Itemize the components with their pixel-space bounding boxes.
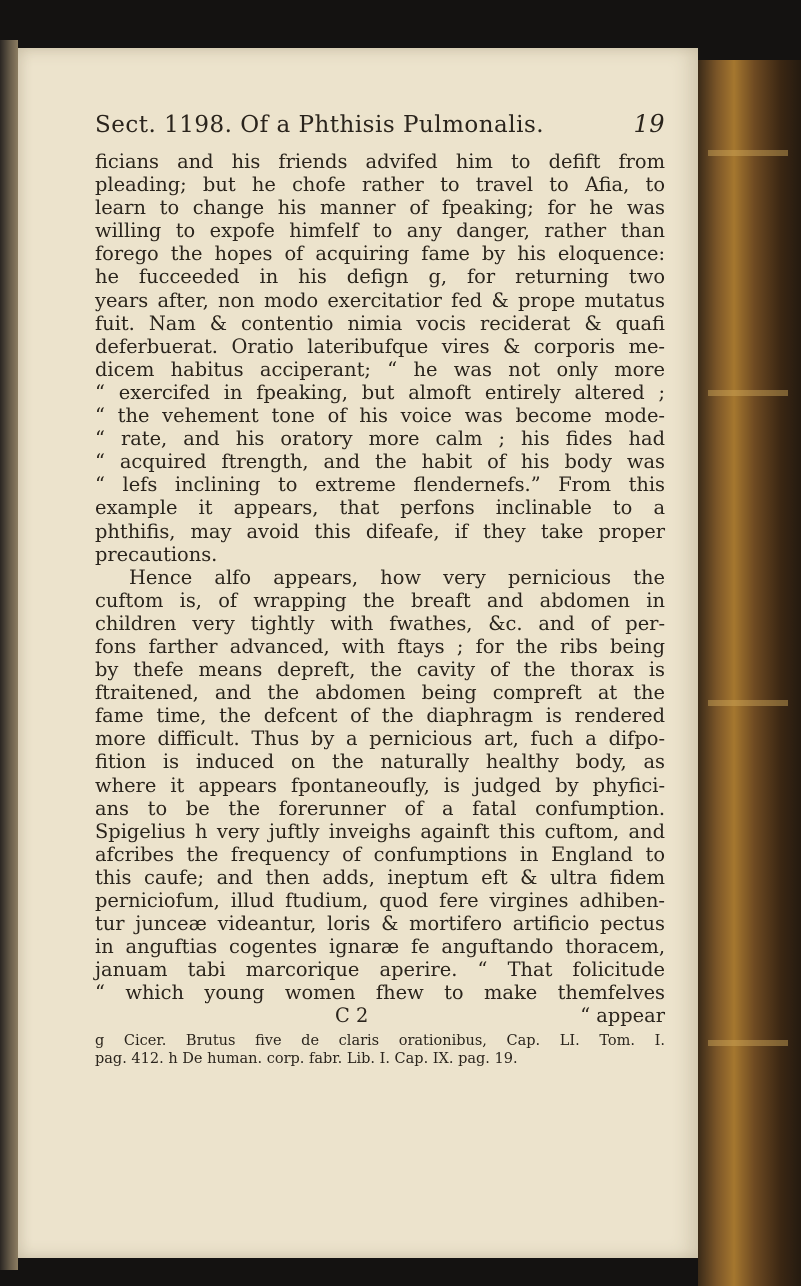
- text-line: dicem habitus acciperant; “ he was not only more: [95, 357, 665, 381]
- text-line: fons farther advanced, with ftays ; for the ribs being: [95, 634, 665, 658]
- text-line: cuftom is, of wrapping the breaft and abdomen in: [95, 588, 665, 612]
- running-header: [95, 110, 665, 150]
- body-text: [95, 150, 665, 1004]
- text-line: deferbuerat. Oratio lateribufque vires & corporis me-: [95, 334, 665, 358]
- signature-mark: C 2: [335, 1004, 369, 1028]
- book-spine: [698, 60, 801, 1286]
- catchword: “ appear: [580, 1004, 665, 1028]
- page-number: 19: [633, 110, 665, 138]
- text-line: Spigelius h very juftly inveighs againft this cuftom, and: [95, 819, 665, 843]
- text-line: tur junceæ videantur, loris & mortifero artificio pectus: [95, 912, 665, 936]
- spine-band: [708, 390, 788, 396]
- text-line: by thefe means depreft, the cavity of the thorax is: [95, 658, 665, 682]
- text-line: “ rate, and his oratory more calm ; his fides had: [95, 427, 665, 451]
- text-line: ficians and his friends advifed him to defift from: [95, 150, 665, 173]
- page-text: [95, 110, 665, 1068]
- text-line: he fucceeded in his defign g, for returning two: [95, 265, 665, 289]
- text-line: precautions.: [95, 542, 218, 566]
- text-line: example it appears, that perfons inclinable to a: [95, 496, 665, 520]
- text-line: children very tightly with fwathes, &c. and of per-: [95, 611, 665, 635]
- text-line: Hence alfo appears, how very pernicious the: [129, 565, 665, 589]
- text-line: fuit. Nam & contentio nimia vocis reciderat & quafi: [95, 311, 665, 335]
- text-line: afcribes the frequency of confumptions in England to: [95, 842, 665, 866]
- text-line: pleading; but he chofe rather to travel to Afia, to: [95, 173, 665, 197]
- text-line: learn to change his manner of fpeaking; for he was: [95, 196, 665, 220]
- text-line: this caufe; and then adds, ineptum eft & ultra fidem: [95, 865, 665, 889]
- running-title: Sect. 1198. Of a Phthisis Pulmonalis.: [95, 112, 545, 138]
- footnote: pag. 412. h De human. corp. fabr. Lib. I. Cap. IX. pag. 19.: [95, 1050, 518, 1067]
- text-line: willing to expofe himfelf to any danger, rather than: [95, 219, 665, 243]
- text-line: perniciofum, illud ftudium, quod fere virgines adhiben-: [95, 889, 665, 912]
- spine-band: [708, 150, 788, 156]
- text-line: years after, non modo exercitatior fed & prope mutatus: [95, 288, 665, 312]
- spine-band: [708, 1040, 788, 1046]
- footnote: g Cicer. Brutus five de claris orationibus, Cap. LI. Tom. I.: [95, 1032, 665, 1049]
- text-line: fition is induced on the naturally healthy body, as: [95, 750, 665, 774]
- text-line: phthifis, may avoid this difeafe, if they take proper: [95, 519, 665, 543]
- signature-catchword-line: [95, 1004, 665, 1027]
- text-line: “ acquired ftrength, and the habit of his body was: [95, 450, 665, 474]
- text-line: ftraitened, and the abdomen being compreft at the: [95, 681, 665, 705]
- text-line: “ the vehement tone of his voice was become mode-: [95, 404, 665, 428]
- text-line: forego the hopes of acquiring fame by his eloquence:: [95, 242, 665, 266]
- text-line: ans to be the forerunner of a fatal confumption.: [95, 796, 665, 820]
- text-line: “ lefs inclining to extreme flendernefs.” From this: [95, 473, 665, 497]
- text-line: in anguftias cogentes ignaræ fe anguftando thoracem,: [95, 935, 665, 959]
- text-line: fame time, the defcent of the diaphragm is rendered: [95, 704, 665, 728]
- text-line: “ which young women fhew to make themfelves: [95, 981, 665, 1005]
- text-line: where it appears fpontaneoufly, is judged by phyfici-: [95, 773, 665, 797]
- text-line: januam tabi marcorique aperire. “ That folicitude: [95, 958, 665, 982]
- spine-band: [708, 700, 788, 706]
- text-line: more difficult. Thus by a pernicious art, fuch a difpo-: [95, 727, 665, 751]
- left-page-edge: [0, 40, 18, 1270]
- text-line: “ exercifed in fpeaking, but almoft entirely altered ;: [95, 380, 665, 404]
